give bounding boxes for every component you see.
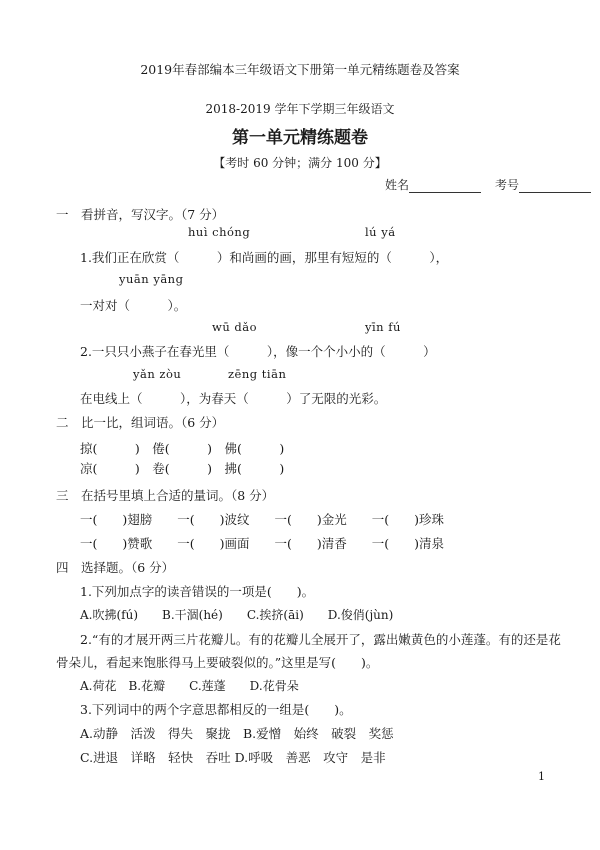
document-title: 2019年春部编本三年级语文下册第一单元精练题卷及答案: [140, 62, 460, 77]
pinyin: yīn fú: [365, 320, 401, 334]
name-number-row: [385, 176, 591, 193]
choice-question-3: 3.下列词中的两个字意思都相反的一组是( )。: [80, 702, 352, 717]
section3-heading: 三 在括号里填上合适的量词。（8 分）: [56, 488, 275, 503]
question-1-cont: 一对对（ ）。: [80, 298, 187, 313]
pinyin: lú yá: [365, 225, 396, 239]
school-year: 2018-2019 学年下学期三年级语文: [205, 102, 395, 116]
measure-word-row-1: 一( )翅膀 一( )波纹 一( )金光 一( )珍珠: [80, 512, 445, 527]
name-field[interactable]: [409, 180, 481, 193]
measure-word-row-2: 一( )赞歌 一( )画面 一( )清香 一( )清泉: [80, 536, 445, 551]
choice-question-1: 1.下列加点字的读音错误的一项是( )。: [80, 584, 315, 599]
page-number: 1: [538, 770, 545, 783]
question-2-cont: 在电线上（ ），为春天（ ）了无限的光彩。: [80, 391, 387, 406]
compare-row-2: 凉( ) 卷( ) 拂( ): [80, 461, 285, 476]
pinyin: yǎn zòu: [133, 367, 182, 381]
question-2: 2.一只只小燕子在春光里（ ），像一个个小小的（ ）: [80, 344, 436, 359]
exam-info: 【考时 60 分钟；满分 100 分】: [213, 156, 387, 170]
section2-heading: 二 比一比，组词语。（6 分）: [56, 415, 225, 430]
choice-question-2: 2.“有的才展开两三片花瓣儿。有的花瓣儿全展开了，露出嫩黄色的小莲蓬。有的还是花: [80, 632, 561, 647]
compare-row-1: 掠( ) 倦( ) 佛( ): [80, 441, 285, 456]
pinyin: huì chóng: [188, 225, 251, 239]
name-label: 姓名: [385, 178, 410, 192]
number-field[interactable]: [519, 180, 591, 193]
number-label: 考号: [495, 178, 520, 192]
section1-heading: 一 看拼音，写汉字。（7 分）: [56, 207, 225, 222]
choice-question-2-options: A.荷花 B.花瓣 C.莲蓬 D.花骨朵: [80, 679, 299, 693]
choice-question-2-cont: 骨朵儿，看起来饱胀得马上要破裂似的。”这里是写( )。: [56, 655, 379, 670]
choice-question-3-options-a: A.动静 活泼 得失 聚拢 B.爱憎 始终 破裂 奖惩: [80, 726, 394, 741]
question-1: 1.我们正在欣赏（ ）和尚画的画，那里有短短的（ ），: [80, 250, 449, 265]
section4-heading: 四 选择题。（6 分）: [56, 560, 175, 575]
pinyin: zēng tiān: [228, 367, 287, 381]
pinyin: wū dǎo: [212, 320, 258, 334]
choice-question-3-options-c: C.进退 详略 轻快 吞吐 D.呼吸 善恶 攻守 是非: [80, 750, 386, 765]
page-title: 第一单元精练题卷: [232, 128, 368, 148]
choice-question-1-options: A.吹拂(fú) B.干涸(hé) C.挨挤(āi) D.俊俏(jùn): [80, 608, 394, 622]
pinyin: yuān yāng: [119, 272, 184, 286]
